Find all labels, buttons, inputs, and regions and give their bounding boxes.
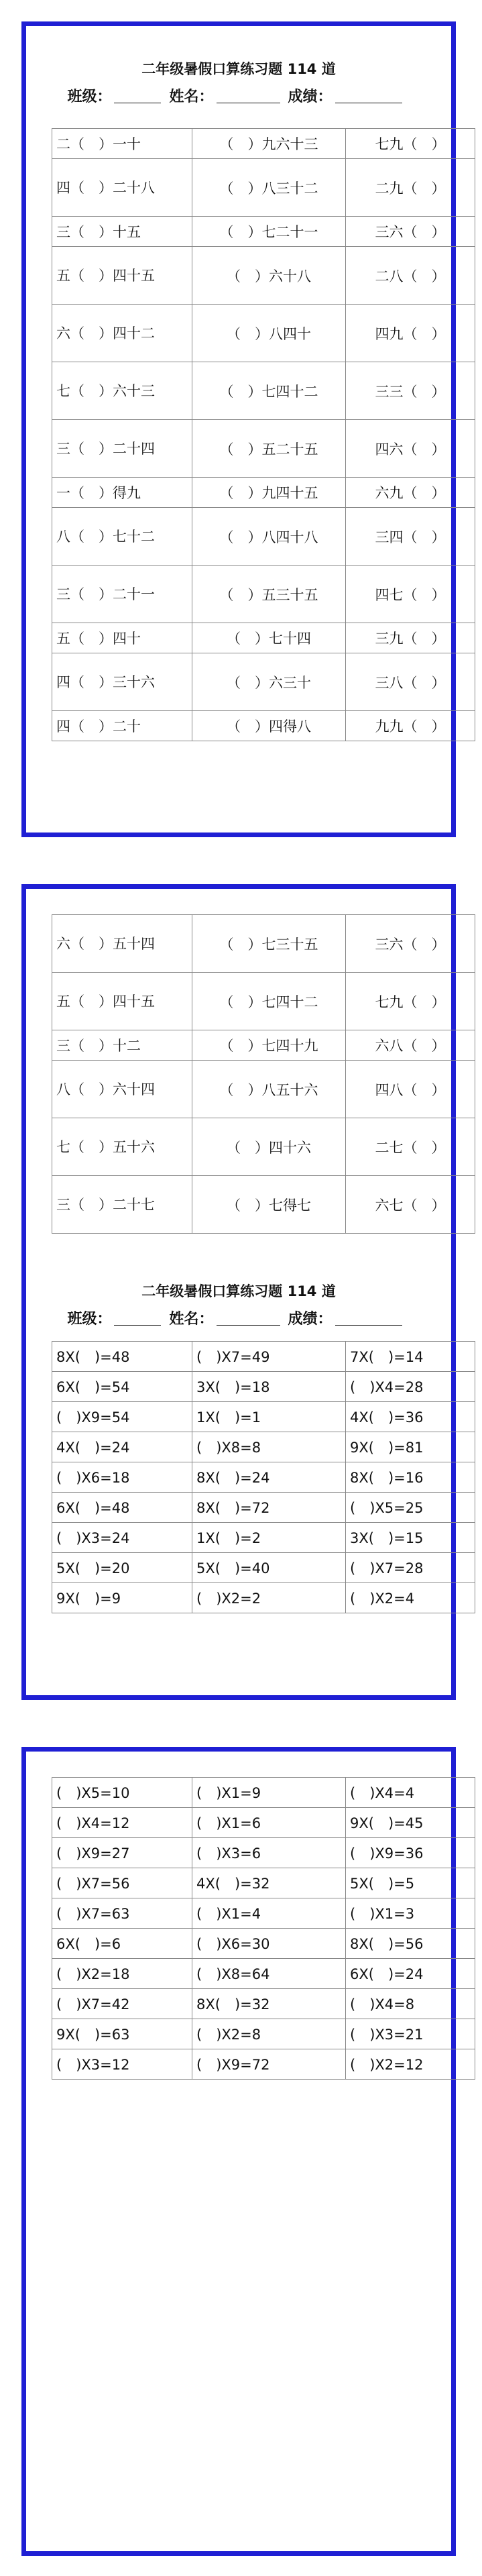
- equation-cell[interactable]: 8X( )=16: [346, 1462, 475, 1493]
- equation-row: [52, 1868, 475, 1898]
- equation-cell[interactable]: ( )X2=18: [52, 1959, 192, 1989]
- equation-row: [52, 1959, 475, 1989]
- problem-cell[interactable]: （ ）八五十六: [192, 1061, 346, 1118]
- equation-row: [52, 1523, 475, 1553]
- equation-row: [52, 2019, 475, 2049]
- problem-row: [52, 420, 475, 478]
- worksheet-page-2: [21, 884, 456, 1700]
- problem-cell[interactable]: 二（ ）一十: [52, 129, 192, 159]
- equation-cell[interactable]: 8X( )=48: [52, 1342, 192, 1372]
- equation-cell[interactable]: ( )X2=12: [346, 2049, 475, 2080]
- equation-cell[interactable]: 1X( )=2: [192, 1523, 346, 1553]
- worksheet-page-3: [21, 1747, 456, 2556]
- equation-cell[interactable]: 1X( )=1: [192, 1402, 346, 1432]
- problem-cell[interactable]: （ ）五二十五: [192, 420, 346, 478]
- chinese-table-1: [52, 128, 475, 741]
- problem-cell[interactable]: 三八（ ）: [346, 653, 475, 711]
- equation-cell[interactable]: ( )X1=3: [346, 1898, 475, 1929]
- equation-cell[interactable]: ( )X3=12: [52, 2049, 192, 2080]
- problem-row: [52, 653, 475, 711]
- problem-row: [52, 362, 475, 420]
- problem-row: [52, 711, 475, 741]
- equation-cell[interactable]: ( )X4=8: [346, 1989, 475, 2019]
- equation-cell[interactable]: 4X( )=36: [346, 1402, 475, 1432]
- problem-cell[interactable]: 六九（ ）: [346, 478, 475, 508]
- problem-cell[interactable]: 八（ ）六十四: [52, 1061, 192, 1118]
- equation-cell[interactable]: ( )X8=8: [192, 1432, 346, 1462]
- equation-cell[interactable]: 6X( )=24: [346, 1959, 475, 1989]
- name-blank-2[interactable]: [217, 1310, 280, 1326]
- equation-row: [52, 1929, 475, 1959]
- problem-cell[interactable]: 五（ ）四十五: [52, 247, 192, 305]
- equation-cell[interactable]: ( )X1=4: [192, 1898, 346, 1929]
- equation-cell[interactable]: 9X( )=63: [52, 2019, 192, 2049]
- problem-cell[interactable]: 六（ ）五十四: [52, 915, 192, 973]
- header-block-2: [26, 1281, 451, 1328]
- problem-cell[interactable]: 四六（ ）: [346, 420, 475, 478]
- problem-cell[interactable]: 五（ ）四十: [52, 623, 192, 653]
- class-blank-2[interactable]: [114, 1310, 161, 1326]
- score-label: 成绩：: [288, 89, 333, 105]
- equation-cell[interactable]: ( )X2=8: [192, 2019, 346, 2049]
- problem-cell[interactable]: 三（ ）二十七: [52, 1176, 192, 1234]
- problem-cell[interactable]: 七九（ ）: [346, 129, 475, 159]
- equation-cell[interactable]: ( )X9=54: [52, 1402, 192, 1432]
- problem-cell[interactable]: 二九（ ）: [346, 159, 475, 217]
- equation-cell[interactable]: ( )X3=6: [192, 1838, 346, 1868]
- equation-cell[interactable]: ( )X1=6: [192, 1808, 346, 1838]
- score-label-2: 成绩：: [288, 1311, 333, 1328]
- problem-cell[interactable]: （ ）九六十三: [192, 129, 346, 159]
- problem-cell[interactable]: 六八（ ）: [346, 1030, 475, 1061]
- student-info: [26, 85, 451, 106]
- equation-row: [52, 1462, 475, 1493]
- problem-cell[interactable]: （ ）六十八: [192, 247, 346, 305]
- equation-row: [52, 1372, 475, 1402]
- problem-row: [52, 623, 475, 653]
- problem-cell[interactable]: （ ）四得八: [192, 711, 346, 741]
- equation-cell[interactable]: 6X( )=6: [52, 1929, 192, 1959]
- problem-row: [52, 159, 475, 217]
- problem-cell[interactable]: （ ）八四十八: [192, 508, 346, 566]
- score-blank-2[interactable]: [335, 1310, 402, 1326]
- equation-cell[interactable]: 9X( )=81: [346, 1432, 475, 1462]
- problem-cell[interactable]: 七（ ）五十六: [52, 1118, 192, 1176]
- equation-cell[interactable]: ( )X7=28: [346, 1553, 475, 1583]
- equation-cell[interactable]: ( )X9=72: [192, 2049, 346, 2080]
- class-label-2: 班级：: [67, 1311, 112, 1328]
- problem-cell[interactable]: 四八（ ）: [346, 1061, 475, 1118]
- equation-cell[interactable]: ( )X6=30: [192, 1929, 346, 1959]
- equation-cell[interactable]: ( )X2=2: [192, 1583, 346, 1613]
- equation-cell[interactable]: ( )X7=42: [52, 1989, 192, 2019]
- equation-cell[interactable]: 6X( )=54: [52, 1372, 192, 1402]
- problem-cell[interactable]: （ ）八三十二: [192, 159, 346, 217]
- problem-cell[interactable]: 五（ ）四十五: [52, 973, 192, 1030]
- problem-row: [52, 1030, 475, 1061]
- equation-row: [52, 1402, 475, 1432]
- equation-cell[interactable]: 8X( )=24: [192, 1462, 346, 1493]
- equation-cell[interactable]: 3X( )=15: [346, 1523, 475, 1553]
- problem-cell[interactable]: 三六（ ）: [346, 217, 475, 247]
- problem-row: [52, 129, 475, 159]
- problem-row: [52, 915, 475, 973]
- score-blank[interactable]: [335, 88, 402, 103]
- problem-row: [52, 1118, 475, 1176]
- problem-row: [52, 1061, 475, 1118]
- problem-cell[interactable]: （ ）七三十五: [192, 915, 346, 973]
- worksheet-title: 二年级暑假口算练习题 114 道: [141, 61, 336, 77]
- problem-row: [52, 566, 475, 623]
- problem-cell[interactable]: 四（ ）二十: [52, 711, 192, 741]
- equation-row: [52, 1838, 475, 1868]
- equation-cell[interactable]: ( )X3=24: [52, 1523, 192, 1553]
- equation-cell[interactable]: 4X( )=24: [52, 1432, 192, 1462]
- problem-cell[interactable]: 九九（ ）: [346, 711, 475, 741]
- equation-row: [52, 1898, 475, 1929]
- equation-cell[interactable]: ( )X5=10: [52, 1778, 192, 1808]
- problem-cell[interactable]: 三（ ）二十一: [52, 566, 192, 623]
- equation-row: [52, 2049, 475, 2080]
- problem-cell[interactable]: 三六（ ）: [346, 915, 475, 973]
- equation-cell[interactable]: ( )X7=56: [52, 1868, 192, 1898]
- equation-row: [52, 1342, 475, 1372]
- problem-cell[interactable]: （ ）五三十五: [192, 566, 346, 623]
- equation-cell[interactable]: ( )X7=63: [52, 1898, 192, 1929]
- problem-cell[interactable]: 六（ ）四十二: [52, 305, 192, 362]
- problem-cell[interactable]: 一（ ）得九: [52, 478, 192, 508]
- problem-cell[interactable]: 四九（ ）: [346, 305, 475, 362]
- problem-cell[interactable]: 四（ ）三十六: [52, 653, 192, 711]
- problem-cell[interactable]: （ ）七四十二: [192, 973, 346, 1030]
- problem-cell[interactable]: （ ）八四十: [192, 305, 346, 362]
- problem-cell[interactable]: （ ）七四十二: [192, 362, 346, 420]
- problem-cell[interactable]: 七九（ ）: [346, 973, 475, 1030]
- equation-cell[interactable]: 5X( )=40: [192, 1553, 346, 1583]
- equation-row: [52, 1432, 475, 1462]
- worksheet-page-1: [21, 21, 456, 837]
- equation-cell[interactable]: 7X( )=14: [346, 1342, 475, 1372]
- problem-cell[interactable]: 四（ ）二十八: [52, 159, 192, 217]
- equation-cell[interactable]: 3X( )=18: [192, 1372, 346, 1402]
- problem-cell[interactable]: 三三（ ）: [346, 362, 475, 420]
- problem-cell[interactable]: 三（ ）十五: [52, 217, 192, 247]
- problem-cell[interactable]: （ ）九四十五: [192, 478, 346, 508]
- equation-row: [52, 1989, 475, 2019]
- problem-row: [52, 508, 475, 566]
- problem-row: [52, 217, 475, 247]
- equation-cell[interactable]: ( )X3=21: [346, 2019, 475, 2049]
- problem-cell[interactable]: 二七（ ）: [346, 1118, 475, 1176]
- equation-row: [52, 1778, 475, 1808]
- equation-table-2: [52, 1777, 475, 2080]
- equation-cell[interactable]: ( )X4=12: [52, 1808, 192, 1838]
- equation-cell[interactable]: 8X( )=56: [346, 1929, 475, 1959]
- class-blank[interactable]: [114, 88, 161, 103]
- chinese-table-2: [52, 914, 475, 1234]
- equation-cell[interactable]: ( )X7=49: [192, 1342, 346, 1372]
- equation-cell[interactable]: ( )X9=36: [346, 1838, 475, 1868]
- problem-cell[interactable]: （ ）六三十: [192, 653, 346, 711]
- problem-cell[interactable]: 六七（ ）: [346, 1176, 475, 1234]
- equation-row: [52, 1808, 475, 1838]
- problem-row: [52, 478, 475, 508]
- problem-cell[interactable]: 七（ ）六十三: [52, 362, 192, 420]
- equation-row: [52, 1553, 475, 1583]
- problem-row: [52, 247, 475, 305]
- equation-cell[interactable]: 8X( )=32: [192, 1989, 346, 2019]
- equation-cell[interactable]: 5X( )=5: [346, 1868, 475, 1898]
- problem-cell[interactable]: 三四（ ）: [346, 508, 475, 566]
- problem-cell[interactable]: 八（ ）七十二: [52, 508, 192, 566]
- equation-table-1: [52, 1341, 475, 1613]
- equation-cell[interactable]: ( )X9=27: [52, 1838, 192, 1868]
- problem-cell[interactable]: （ ）七十四: [192, 623, 346, 653]
- equation-cell[interactable]: ( )X6=18: [52, 1462, 192, 1493]
- problem-row: [52, 305, 475, 362]
- worksheet-title-2: 二年级暑假口算练习题 114 道: [141, 1283, 336, 1299]
- student-info-2: [26, 1307, 451, 1328]
- name-label: 姓名：: [169, 89, 214, 105]
- problem-cell[interactable]: 三（ ）十二: [52, 1030, 192, 1061]
- equation-cell[interactable]: 5X( )=20: [52, 1553, 192, 1583]
- problem-cell[interactable]: 四七（ ）: [346, 566, 475, 623]
- equation-cell[interactable]: ( )X8=64: [192, 1959, 346, 1989]
- name-blank[interactable]: [217, 88, 280, 103]
- equation-cell[interactable]: ( )X5=25: [346, 1493, 475, 1523]
- problem-cell[interactable]: （ ）七二十一: [192, 217, 346, 247]
- equation-cell[interactable]: 4X( )=32: [192, 1868, 346, 1898]
- problem-cell[interactable]: 三九（ ）: [346, 623, 475, 653]
- class-label: 班级：: [67, 89, 112, 105]
- problem-row: [52, 973, 475, 1030]
- equation-row: [52, 1583, 475, 1613]
- equation-cell[interactable]: 8X( )=72: [192, 1493, 346, 1523]
- problem-cell[interactable]: （ ）七得七: [192, 1176, 346, 1234]
- equation-cell[interactable]: ( )X4=28: [346, 1372, 475, 1402]
- problem-cell[interactable]: 二八（ ）: [346, 247, 475, 305]
- problem-cell[interactable]: 三（ ）二十四: [52, 420, 192, 478]
- equation-cell[interactable]: ( )X4=4: [346, 1778, 475, 1808]
- problem-row: [52, 1176, 475, 1234]
- equation-cell[interactable]: ( )X1=9: [192, 1778, 346, 1808]
- name-label-2: 姓名：: [169, 1311, 214, 1328]
- problem-cell[interactable]: （ ）四十六: [192, 1118, 346, 1176]
- equation-cell[interactable]: 9X( )=45: [346, 1808, 475, 1838]
- equation-cell[interactable]: 6X( )=48: [52, 1493, 192, 1523]
- header-block: [26, 58, 451, 106]
- equation-cell[interactable]: 9X( )=9: [52, 1583, 192, 1613]
- equation-row: [52, 1493, 475, 1523]
- problem-cell[interactable]: （ ）七四十九: [192, 1030, 346, 1061]
- equation-cell[interactable]: ( )X2=4: [346, 1583, 475, 1613]
